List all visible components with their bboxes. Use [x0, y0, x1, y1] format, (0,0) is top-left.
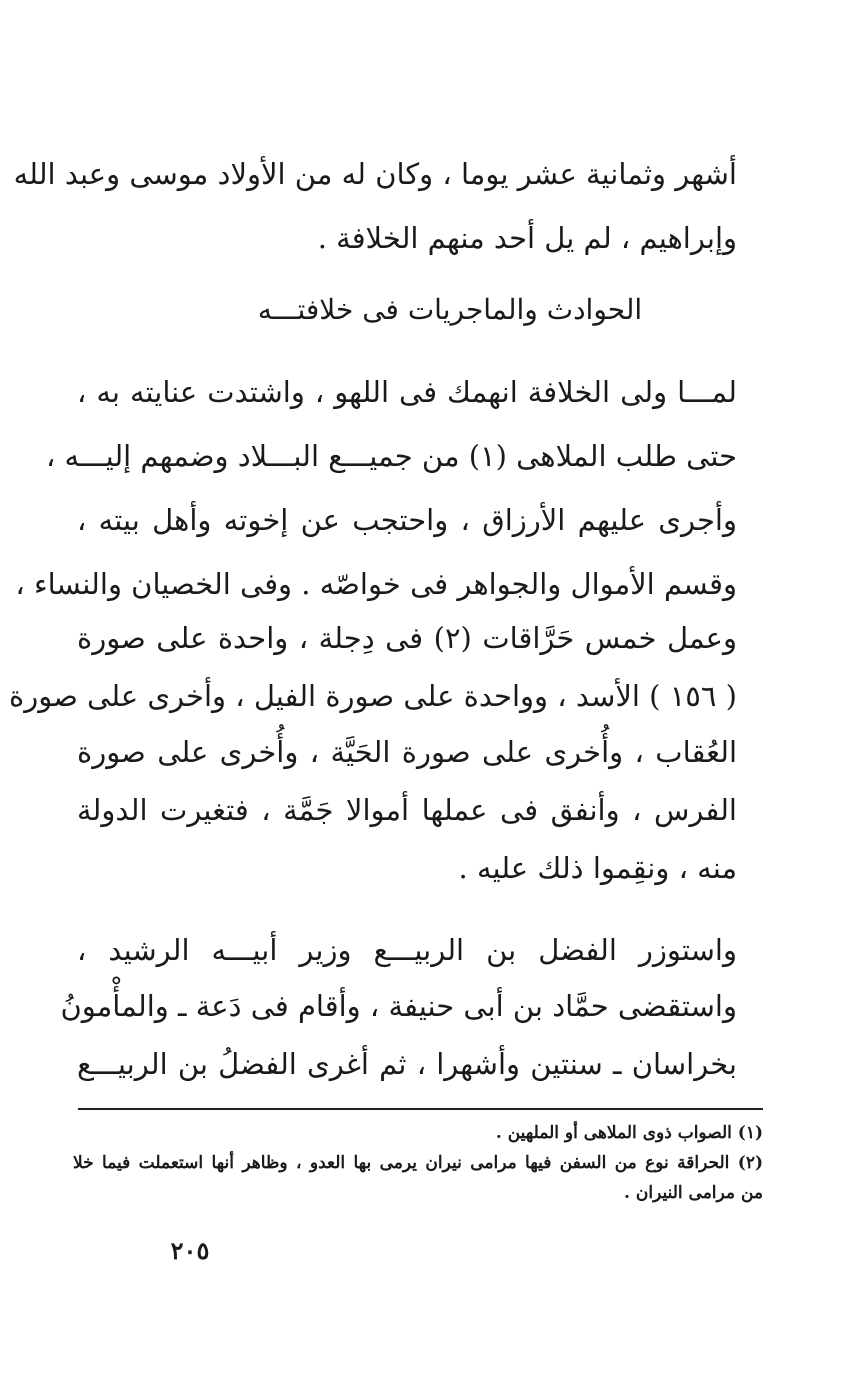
page-number: ٢٠٥ [170, 1236, 210, 1265]
footnote-divider [78, 1108, 763, 1110]
paragraph1-line-2: حتى طلب الملاهى (١) من جميـــع البـــلاد وضمهم إليـــه ، [45, 439, 737, 473]
paragraph1-line-4: وقسم الأموال والجواهر فى خواصّه . وفى الخصيان والنساء ، [15, 567, 737, 601]
paragraph1-line-1: لمـــا ولى الخلافة انهمك فى اللهو ، واشتدت عنايته به ، [77, 375, 737, 409]
paragraph1-line-7: العُقاب ، وأُخرى على صورة الحَيَّة ، وأُخرى على صورة [77, 735, 737, 769]
footnote-2-line-1: (٢) الحراقة نوع من السفن فيها مرامى نيران يرمى بها العدو ، وظاهر أنها استعملت فيما خلا [73, 1153, 763, 1173]
paragraph1-line-6: ( ١٥٦ ) الأسد ، وواحدة على صورة الفيل ، وأخرى على صورة [9, 679, 737, 713]
paragraph2-line-2: واستقضى حمَّاد بن أبى حنيفة ، وأقام فى دَعة ـ والمأْمونُ [60, 989, 737, 1023]
paragraph2-line-1: واستوزر الفضل بن الربيـــع وزير أبيـــه الرشيد ، [77, 933, 737, 967]
paragraph1-line-5: وعمل خمس حَرَّاقات (٢) فى دِجلة ، واحدة على صورة [77, 621, 737, 655]
footnote-1: (١) الصواب ذوى الملاهى أو الملهين . [495, 1123, 763, 1143]
intro-line-2: وإبراهيم ، لم يل أحد منهم الخلافة . [317, 221, 737, 255]
paragraph1-line-9: منه ، ونقِموا ذلك عليه . [458, 851, 737, 885]
intro-line-1: أشهر وثمانية عشر يوما ، وكان له من الأولاد موسى وعبد الله [13, 157, 737, 191]
paragraph2-line-3: بخراسان ـ سنتين وأشهرا ، ثم أغرى الفضلُ بن الربيـــع [77, 1047, 737, 1081]
paragraph1-line-3: وأجرى عليهم الأرزاق ، واحتجب عن إخوته وأهل بيته ، [77, 503, 737, 537]
footnote-2-line-2: من مرامى النيران . [624, 1183, 763, 1203]
paragraph1-line-8: الفرس ، وأنفق فى عملها أموالا جَمَّة ، فتغيرت الدولة [77, 793, 737, 827]
section-heading: الحوادث والماجريات فى خلافتـــه [257, 293, 643, 326]
